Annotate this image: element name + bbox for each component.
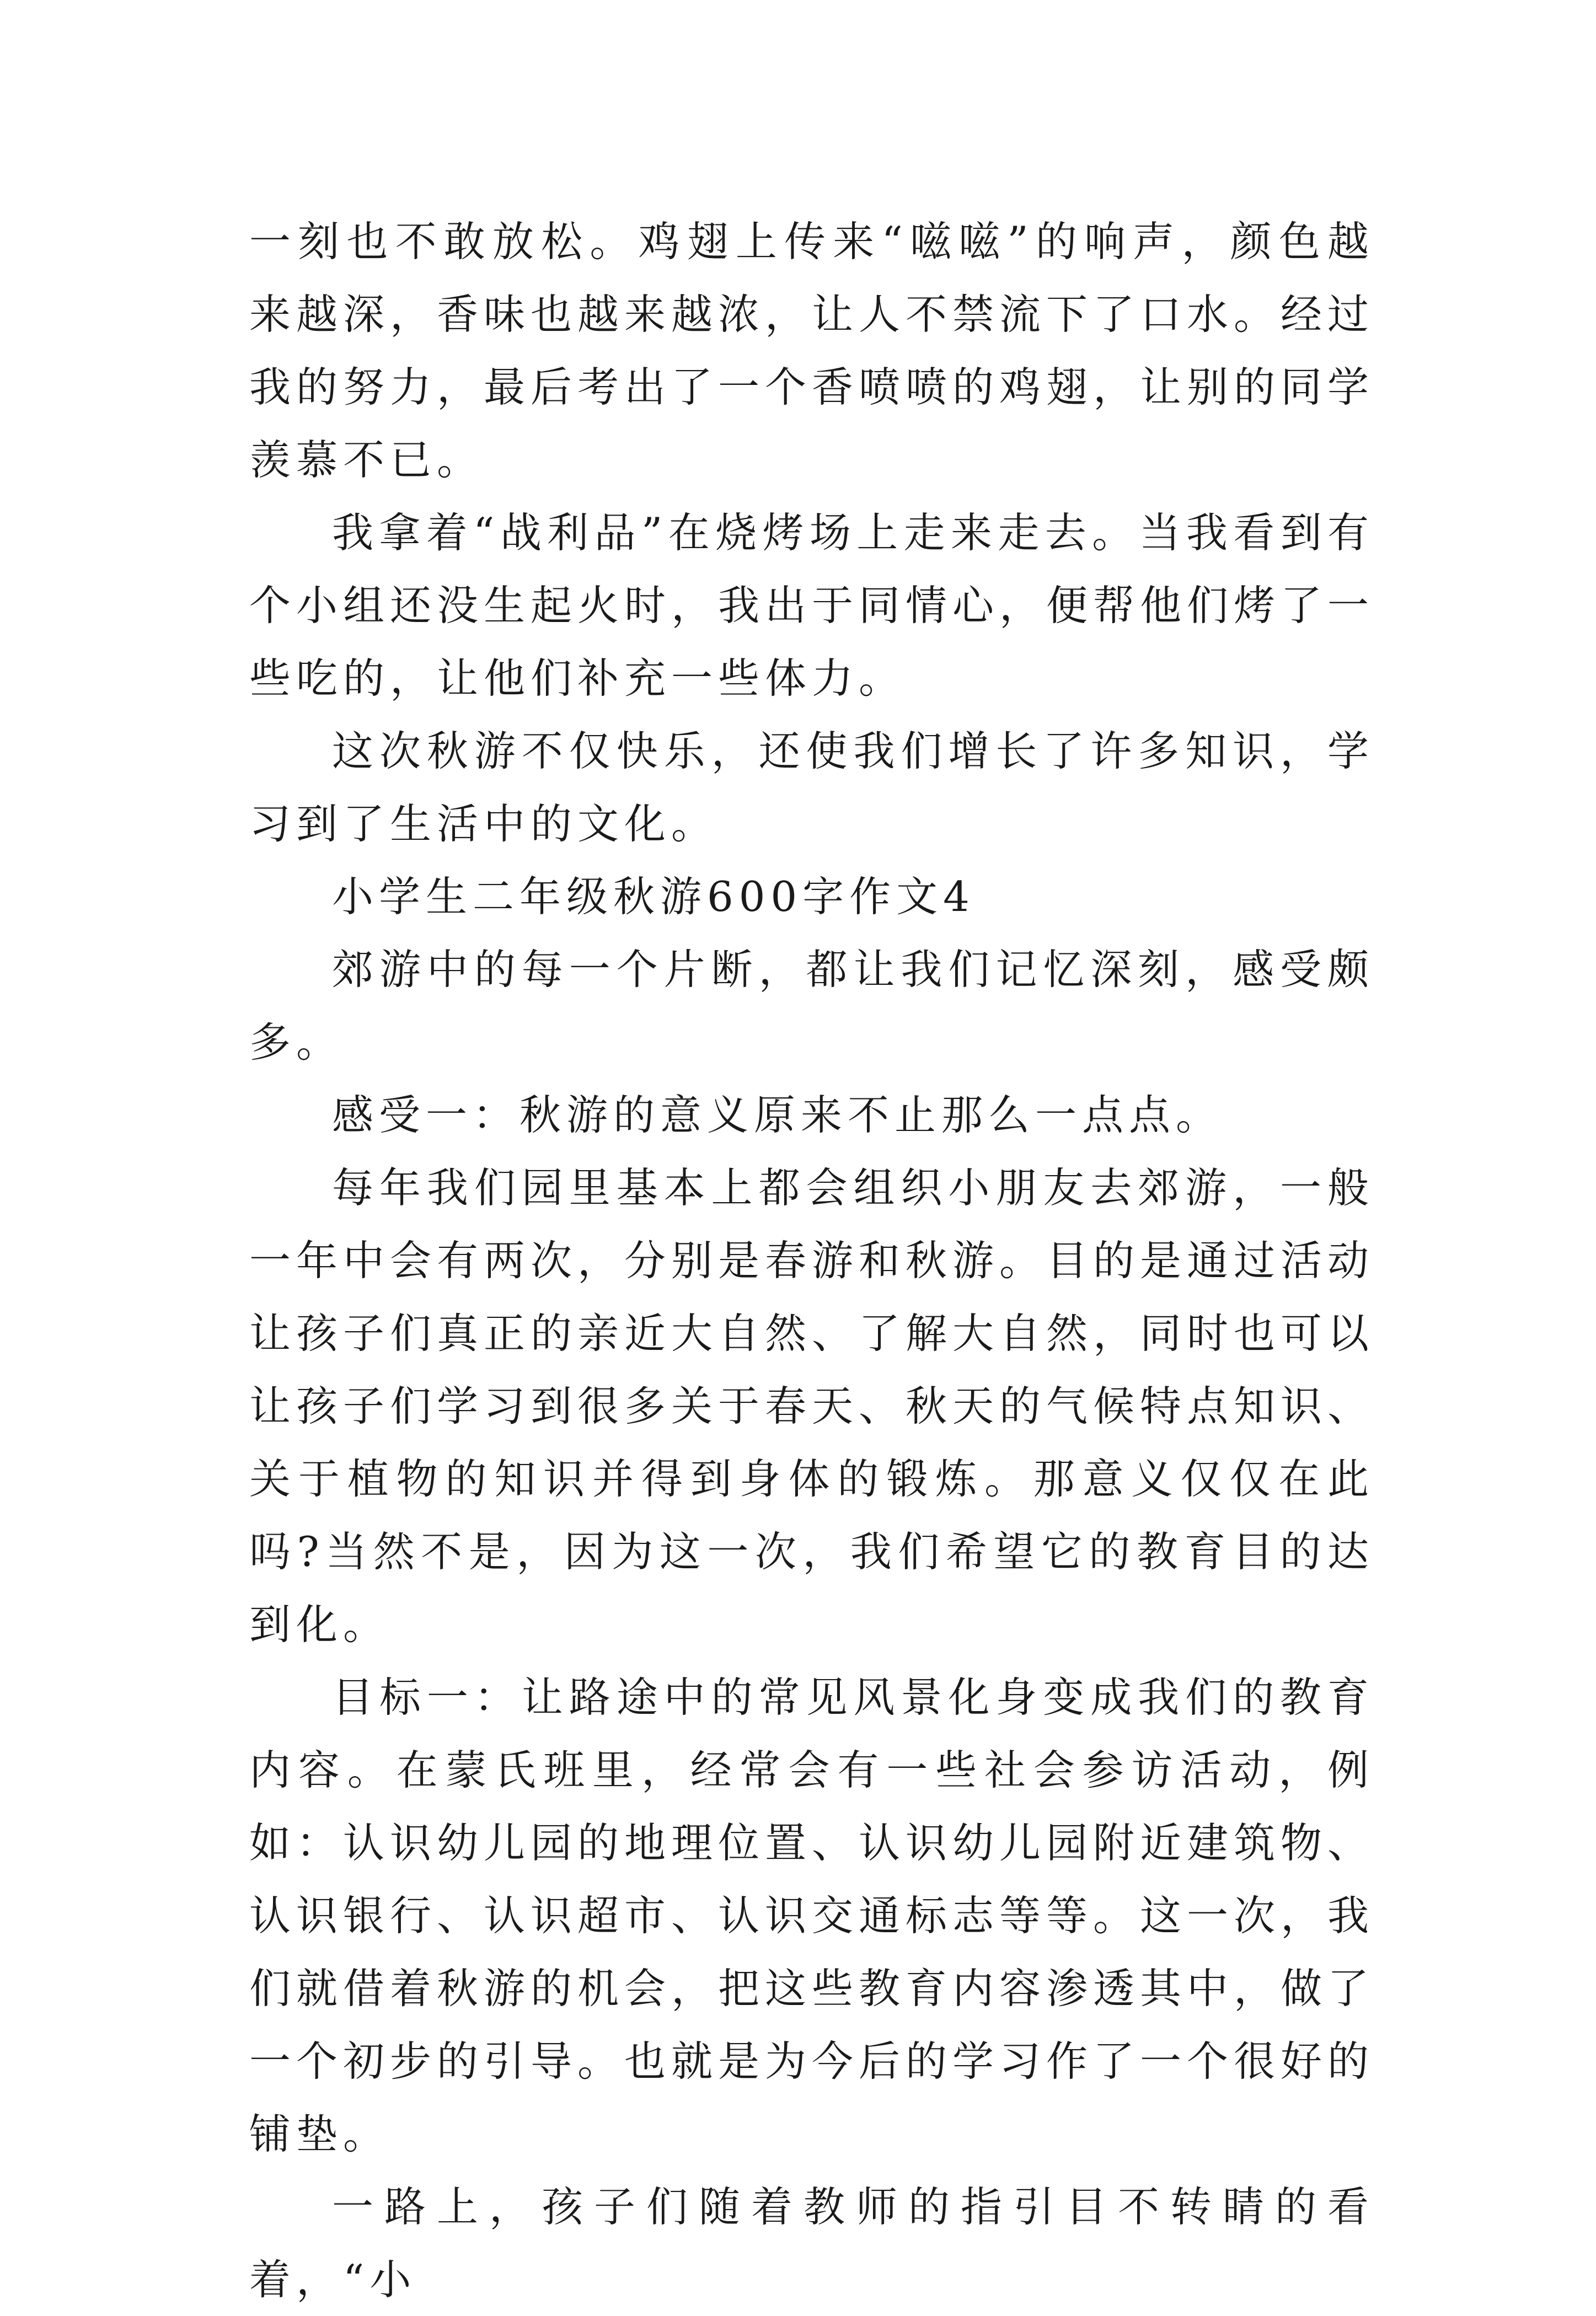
paragraph-5: 每年我们园里基本上都会组织小朋友去郊游，一般一年中会有两次，分别是春游和秋游。目的是通过活动让孩子们真正的亲近大自然、了解大自然，同时也可以让孩子们学习到很多关于春天、秋天的气候特点知识、关于植物的知识并得到身体的锻炼。那意义仅仅在此吗?当然不是，因为这一次，我们希望它的教育目的达到化。	[249, 1164, 1375, 1649]
essay-title: 小学生二年级秋游600字作文4	[332, 872, 975, 921]
paragraph-6: 目标一：让路途中的常见风景化身变成我们的教育内容。在蒙氏班里，经常会有一些社会参访活动，例如：认识幼儿园的地理位置、认识幼儿园附近建筑物、认识银行、认识超市、认识交通标志等等。这一次，我们就借着秋游的机会，把这些教育内容渗透其中，做了一个初步的引导。也就是为今后的学习作了一个很好的铺垫。	[249, 1673, 1375, 2158]
paragraph-2: 我拿着“战利品”在烧烤场上走来走去。当我看到有个小组还没生起火时，我出于同情心，便帮他们烤了一些吃的，让他们补充一些体力。	[249, 508, 1375, 703]
paragraph-4: 郊游中的每一个片断，都让我们记忆深刻，感受颇多。	[249, 945, 1374, 1066]
document-body	[249, 205, 1374, 2316]
section-heading-feeling-one: 感受一：秋游的意义原来不止那么一点点。	[332, 1091, 1223, 1139]
paragraph-1: 一刻也不敢放松。鸡翅上传来“嗞嗞”的响声，颜色越来越深，香味也越来越浓，让人不禁流下了口水。经过我的努力，最后考出了一个香喷喷的鸡翅，让别的同学羡慕不已。	[249, 217, 1375, 484]
paragraph-3: 这次秋游不仅快乐，还使我们增长了许多知识，学习到了生活中的文化。	[249, 727, 1374, 848]
paragraph-7: 一路上，孩子们随着教师的指引目不转睛的看着，“小	[249, 2183, 1374, 2304]
